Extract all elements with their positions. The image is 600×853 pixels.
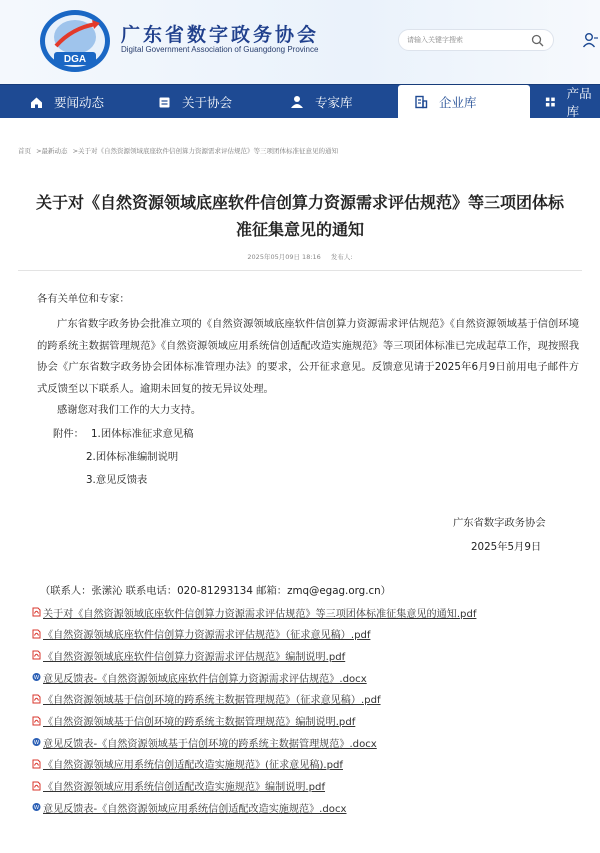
file-link[interactable]: [32, 776, 325, 796]
pdf-file-icon: [32, 694, 41, 704]
nav-label: 产品库: [566, 86, 592, 119]
nav-label: 关于协会: [182, 95, 233, 110]
grid-icon: [545, 96, 556, 108]
nav-item-news[interactable]: [30, 85, 104, 119]
svg-text:W: W: [33, 675, 40, 682]
org-name-cn: 广东省数字政务协会: [121, 24, 320, 46]
divider: [18, 270, 582, 271]
nav-item-products[interactable]: [545, 85, 600, 119]
nav-item-about[interactable]: [158, 85, 232, 119]
signature-org: 广东省数字政务协会: [453, 517, 546, 529]
main-nav: [0, 84, 600, 118]
pdf-file-icon: [32, 607, 41, 617]
search-icon[interactable]: [531, 34, 544, 47]
publisher: 发布人:: [330, 253, 353, 261]
org-name-en: Digital Government Association of Guangdong Province: [121, 45, 319, 54]
file-link[interactable]: [32, 689, 381, 709]
publish-date: 2025年05月09日 18:16: [247, 253, 321, 261]
person-icon: [290, 95, 304, 109]
file-link[interactable]: [32, 667, 367, 687]
docx-file-icon: [32, 802, 41, 812]
nav-label: 企业库: [439, 95, 477, 110]
file-name: 关于对《自然资源领域底座软件信创算力资源需求评估规范》等三项团体标准征集意见的通知.pdf: [43, 608, 477, 620]
building-icon: [414, 95, 428, 109]
file-link[interactable]: [32, 797, 347, 817]
logo-letters: DGA: [63, 54, 87, 65]
file-link[interactable]: [32, 754, 343, 774]
file-name: 《自然资源领域应用系统信创适配改造实施规范》编制说明.pdf: [43, 782, 326, 794]
salutation: 各有关单位和专家：: [37, 293, 130, 305]
pdf-file-icon: [32, 629, 41, 639]
document-icon: [158, 96, 171, 109]
file-name: 《自然资源领域底座软件信创算力资源需求评估规范》编制说明.pdf: [43, 651, 346, 663]
svg-text:W: W: [33, 740, 40, 747]
breadcrumb-current: >关于对《自然资源领域底座软件信创算力资源需求评估规范》等三项团体标准征意见的通知: [72, 147, 339, 155]
thanks-line: 感谢您对我们工作的大力支持。: [57, 404, 202, 416]
nav-item-enterprise[interactable]: [398, 85, 530, 119]
file-link[interactable]: [32, 645, 345, 665]
search-input[interactable]: [407, 33, 527, 47]
site-header: [0, 0, 600, 84]
dga-logo-icon[interactable]: [38, 8, 112, 74]
file-link[interactable]: [32, 711, 355, 731]
title-line-1: 关于对《自然资源领域底座软件信创算力资源需求评估规范》等三项团体标: [35, 193, 564, 212]
file-name: 意见反馈表-《自然资源领域底座软件信创算力资源需求评估规范》.docx: [43, 673, 367, 685]
user-icon[interactable]: [582, 32, 598, 48]
title-line-2: 准征集意见的通知: [235, 220, 364, 239]
nav-label: 专家库: [315, 95, 353, 110]
attachment-item: 2.团体标准编制说明: [86, 451, 179, 463]
file-link[interactable]: [32, 732, 377, 752]
article-body: 广东省数字政务协会批准立项的《自然资源领域底座软件信创算力资源需求评估规范》《自然资源领域基于信创环境的跨系统主数据管理规范》《自然资源领域应用系统信创适配改造实施规范》等三项团体标准已完成起草工作，现按照我协会《广东省数字政务协会团体标准管理办法》的要求，公开征求意见。反馈意见请于2025年6月9日前用电子邮件方式反馈至以下联系人。逾期未回复的按无异议处理。: [37, 318, 579, 395]
file-link[interactable]: [32, 624, 370, 644]
attachment-item: 1.团体标准征求意见稿: [91, 428, 194, 440]
file-link[interactable]: [32, 602, 476, 622]
breadcrumb: [18, 146, 341, 155]
article-meta: [0, 252, 600, 261]
signature-date: 2025年5月9日: [471, 541, 542, 553]
svg-text:W: W: [33, 805, 40, 812]
file-name: 《自然资源领域基于信创环境的跨系统主数据管理规范》编制说明.pdf: [43, 717, 356, 728]
nav-item-experts[interactable]: [290, 85, 353, 119]
pdf-file-icon: [32, 650, 41, 660]
file-name: 意见反馈表-《自然资源领域应用系统信创适配改造实施规范》.docx: [43, 803, 347, 815]
search-box: [398, 29, 554, 51]
home-icon: [30, 96, 43, 109]
attachments-label: 附件：: [53, 428, 84, 440]
file-name: 《自然资源领域应用系统信创适配改造实施规范》(征求意见稿).pdf: [43, 760, 343, 772]
docx-file-icon: [32, 672, 41, 682]
breadcrumb-home[interactable]: 首页: [18, 147, 31, 155]
pdf-file-icon: [32, 716, 41, 726]
attachment-item: 3.意见反馈表: [86, 474, 148, 486]
page-title: [20, 189, 580, 243]
docx-file-icon: [32, 737, 41, 747]
contact-line: （联系人：张潆沁 联系电话：020-81293134 邮箱：zmq@egag.org.cn）: [40, 585, 391, 597]
nav-label: 要闻动态: [54, 95, 105, 110]
file-name: 意见反馈表-《自然资源领域基于信创环境的跨系统主数据管理规范》.docx: [43, 738, 377, 750]
pdf-file-icon: [32, 759, 41, 769]
breadcrumb-news[interactable]: >最新动态: [36, 147, 68, 155]
pdf-file-icon: [32, 781, 41, 791]
file-name: 《自然资源领域基于信创环境的跨系统主数据管理规范》（征求意见稿）.pdf: [43, 695, 381, 707]
file-name: 《自然资源领域底座软件信创算力资源需求评估规范》（征求意见稿）.pdf: [43, 630, 371, 642]
